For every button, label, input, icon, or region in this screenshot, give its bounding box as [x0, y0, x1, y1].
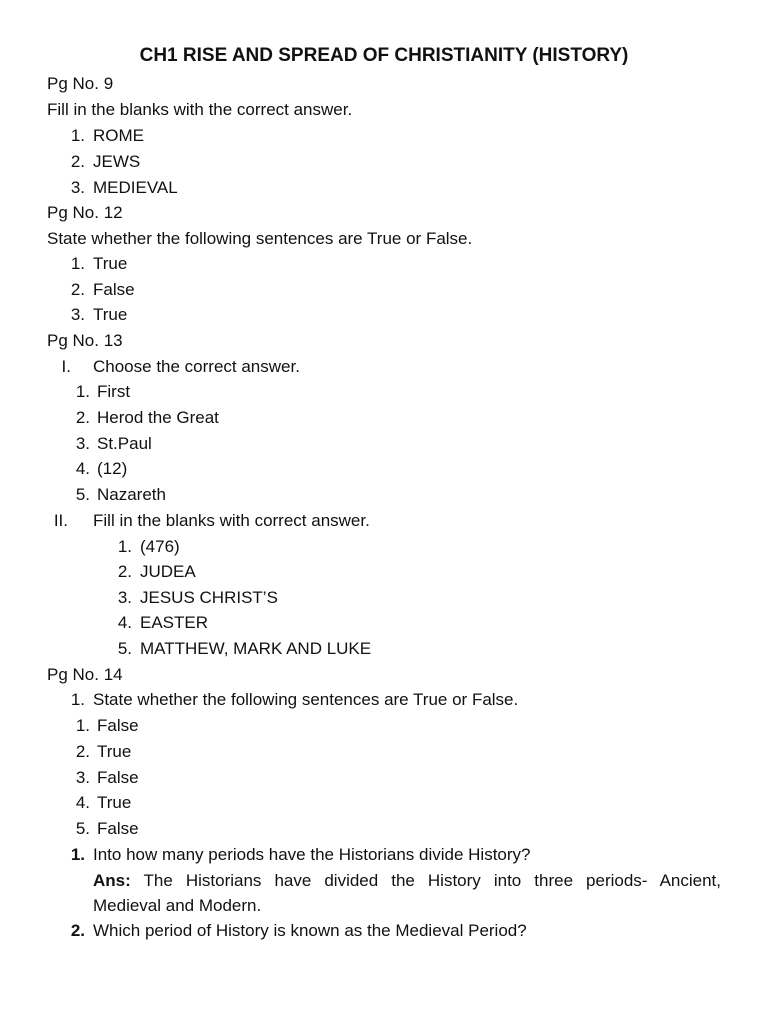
answer-item: False: [97, 716, 139, 735]
list-number: 1.: [70, 254, 85, 273]
answer-item: First: [97, 382, 131, 401]
list-number: 4.: [75, 459, 90, 478]
answer-item: JUDEA: [140, 562, 196, 581]
list-number: 1.: [75, 716, 90, 735]
page-heading-12: Pg No. 12: [47, 203, 123, 222]
list-number: 3.: [70, 178, 85, 197]
answer-line: [93, 870, 721, 892]
list-number: 4.: [117, 613, 132, 632]
list-number: 3.: [70, 305, 85, 324]
list-number: 1.: [117, 537, 132, 556]
page-heading-13: Pg No. 13: [47, 331, 123, 350]
answer-item: True: [93, 254, 128, 273]
instruction-pg13-part2: Fill in the blanks with correct answer.: [93, 511, 370, 530]
list-number: 5.: [75, 819, 90, 838]
answer-label: Ans:: [93, 871, 131, 890]
list-number: 2.: [75, 742, 90, 761]
list-number: 3.: [75, 434, 90, 453]
answer-item: Herod the Great: [97, 408, 219, 427]
list-number: 3.: [117, 588, 132, 607]
answer-item: (12): [97, 459, 128, 478]
list-number: 1.: [70, 690, 85, 709]
answer-item: JESUS CHRIST’S: [140, 588, 278, 607]
list-number: 5.: [75, 485, 90, 504]
instruction-pg13-part1: Choose the correct answer.: [93, 357, 300, 376]
answer-item: JEWS: [93, 152, 141, 171]
list-number: 2.: [75, 408, 90, 427]
answer-item: MEDIEVAL: [93, 178, 178, 197]
question-text: Into how many periods have the Historians divide History?: [93, 845, 531, 864]
answer-item: False: [97, 768, 139, 787]
list-number: 5.: [117, 639, 132, 658]
answer-item: True: [93, 305, 128, 324]
list-number: 2.: [70, 152, 85, 171]
answer-text: The Historians have divided the History into three periods- Ancient,: [143, 871, 721, 890]
list-number: 4.: [75, 793, 90, 812]
list-number: 3.: [75, 768, 90, 787]
answer-item: True: [97, 742, 132, 761]
roman-numeral: II.: [53, 511, 68, 530]
answer-item: False: [93, 280, 135, 299]
answer-item: False: [97, 819, 139, 838]
answer-item: True: [97, 793, 132, 812]
list-number: 2.: [70, 280, 85, 299]
answer-item: St.Paul: [97, 434, 152, 453]
instruction-pg9: Fill in the blanks with the correct answer.: [47, 100, 353, 119]
page-title: CH1 RISE AND SPREAD OF CHRISTIANITY (HISTORY): [139, 45, 629, 66]
roman-numeral: I.: [61, 357, 71, 376]
list-number: 1.: [70, 126, 85, 145]
answer-item: EASTER: [140, 613, 209, 632]
answer-item: (476): [140, 537, 180, 556]
instruction-pg14: State whether the following sentences are True or False.: [93, 690, 519, 709]
instruction-pg12: State whether the following sentences are True or False.: [47, 229, 473, 248]
answer-item: ROME: [93, 126, 144, 145]
answer-text-continued: Medieval and Modern.: [93, 896, 262, 915]
question-text: Which period of History is known as the Medieval Period?: [93, 921, 527, 940]
list-number: 1.: [75, 382, 90, 401]
question-number: 2.: [70, 921, 85, 940]
page-heading-9: Pg No. 9: [47, 74, 114, 93]
answer-item: MATTHEW, MARK AND LUKE: [140, 639, 372, 658]
list-number: 2.: [117, 562, 132, 581]
page-heading-14: Pg No. 14: [47, 665, 123, 684]
question-number: 1.: [70, 845, 85, 864]
answer-item: Nazareth: [97, 485, 166, 504]
